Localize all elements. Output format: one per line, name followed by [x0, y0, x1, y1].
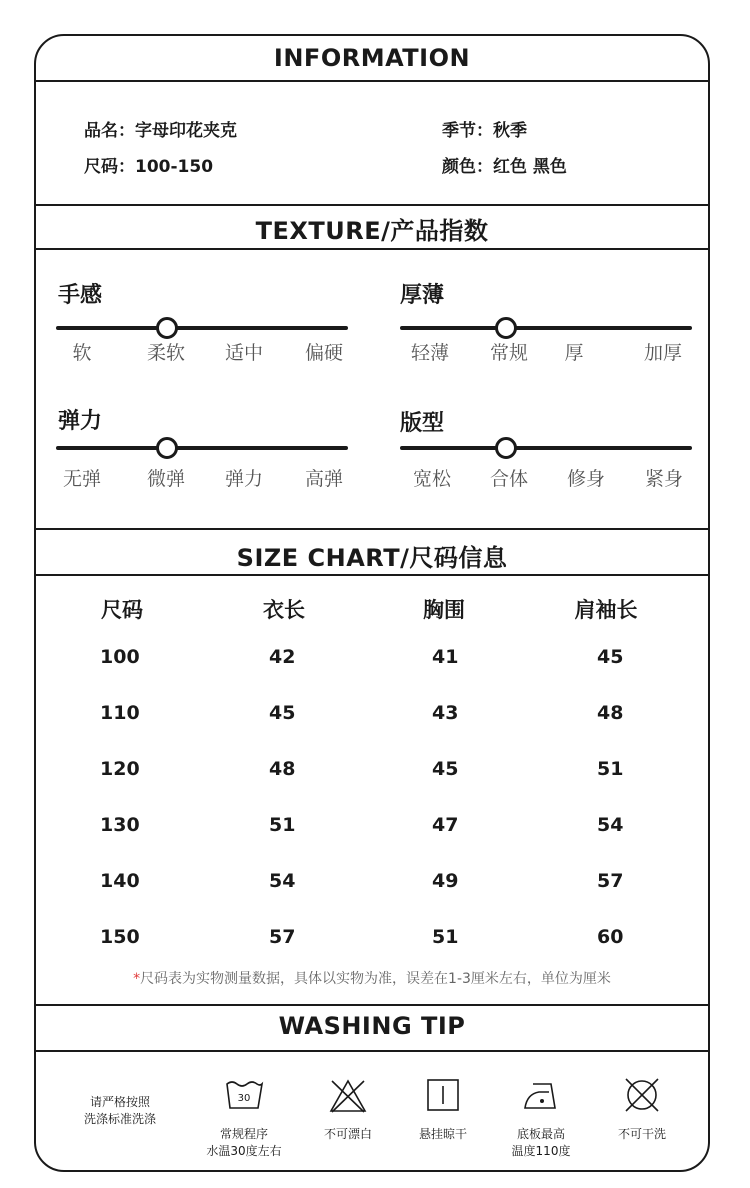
color-value: 红色 黑色 — [493, 157, 567, 177]
scale-label: 软 — [72, 342, 92, 364]
table-cell: 51 — [432, 926, 459, 948]
washing-item-label — [618, 1126, 666, 1143]
scale-label: 偏硬 — [304, 342, 344, 364]
scale-label: 厚 — [564, 342, 584, 364]
size-chart-header: 胸围 — [423, 598, 465, 622]
washing-item-label — [206, 1126, 281, 1160]
scale-label: 加厚 — [643, 342, 683, 364]
texture-scale-track — [56, 446, 348, 450]
wash-30-icon — [224, 1078, 264, 1112]
washing-item-label — [419, 1126, 467, 1143]
washing-label-line: 不可漂白 — [323, 1127, 373, 1141]
table-cell: 48 — [597, 702, 624, 724]
divider — [36, 80, 708, 82]
table-cell: 100 — [100, 646, 140, 668]
washing-label-line: 底板最高 — [516, 1127, 565, 1141]
scale-label: 无弹 — [62, 468, 102, 490]
divider — [36, 1050, 708, 1052]
texture-title: TEXTURE/产品指数 — [255, 217, 489, 245]
table-cell: 150 — [100, 926, 140, 948]
size-chart-title: SIZE CHART/尺码信息 — [236, 544, 508, 572]
table-cell: 110 — [100, 702, 140, 724]
texture-scale-indicator — [495, 437, 517, 459]
table-cell: 51 — [269, 814, 296, 836]
texture-scale-indicator — [156, 317, 178, 339]
table-cell: 48 — [269, 758, 296, 780]
texture-scale-indicator — [495, 317, 517, 339]
product-name-label: 品名： — [84, 121, 135, 141]
size-label: 尺码： — [84, 157, 135, 177]
size-chart-note — [36, 968, 708, 988]
table-cell: 41 — [432, 646, 459, 668]
washing-intro — [84, 1094, 156, 1128]
texture-scale-name: 厚薄 — [400, 283, 445, 308]
scale-label: 高弹 — [304, 468, 344, 490]
product-name-value: 字母印花夹克 — [135, 121, 237, 141]
size-chart-header: 肩袖长 — [574, 598, 638, 622]
table-cell: 45 — [432, 758, 459, 780]
washing-item-label — [512, 1126, 571, 1160]
color — [442, 152, 567, 177]
scale-label: 微弹 — [146, 468, 186, 490]
table-cell: 45 — [269, 702, 296, 724]
note-star: * — [133, 971, 141, 987]
scale-label: 柔软 — [146, 342, 186, 364]
note-text: 尺码表为实物测量数据，具体以实物为准，误差在1-3厘米左右，单位为厘米 — [140, 971, 611, 987]
washing-label-line: 温度110度 — [511, 1144, 571, 1158]
table-cell: 42 — [269, 646, 296, 668]
table-cell: 57 — [269, 926, 296, 948]
scale-label: 修身 — [566, 468, 606, 490]
iron-low-icon — [521, 1080, 561, 1112]
texture-scale-track — [56, 326, 348, 330]
table-cell: 57 — [597, 870, 624, 892]
divider — [36, 528, 708, 530]
size-chart-header: 尺码 — [101, 598, 143, 622]
texture-scale-track — [400, 446, 692, 450]
table-cell: 51 — [597, 758, 624, 780]
table-cell: 54 — [597, 814, 624, 836]
no-bleach-icon — [328, 1078, 368, 1114]
washing-label-line: 常规程序 — [219, 1127, 268, 1141]
information-title: INFORMATION — [273, 44, 471, 72]
texture-scale-name: 手感 — [58, 283, 103, 308]
table-cell: 120 — [100, 758, 140, 780]
scale-label: 轻薄 — [410, 342, 450, 364]
texture-scale-track — [400, 326, 692, 330]
product-name — [84, 116, 237, 141]
divider — [36, 204, 708, 206]
wash-temp: 30 — [237, 1093, 251, 1104]
scale-label: 宽松 — [412, 468, 452, 490]
divider — [36, 1004, 708, 1006]
texture-scale-indicator — [156, 437, 178, 459]
divider — [36, 574, 708, 576]
table-cell: 60 — [597, 926, 624, 948]
size-value: 100-150 — [135, 157, 214, 177]
season — [442, 116, 527, 141]
table-cell: 49 — [432, 870, 459, 892]
washing-item-label — [324, 1126, 372, 1143]
hang-dry-icon — [426, 1078, 460, 1112]
table-cell: 47 — [432, 814, 459, 836]
divider — [36, 248, 708, 250]
table-cell: 130 — [100, 814, 140, 836]
product-info-card — [34, 34, 710, 1172]
size-range — [84, 152, 213, 177]
scale-label: 适中 — [224, 342, 264, 364]
washing-intro-line: 洗涤标准洗涤 — [83, 1112, 157, 1126]
scale-label: 紧身 — [644, 468, 684, 490]
season-label: 季节： — [442, 121, 493, 141]
table-cell: 43 — [432, 702, 459, 724]
scale-label: 弹力 — [224, 468, 264, 490]
table-cell: 45 — [597, 646, 624, 668]
texture-scale-name: 版型 — [400, 411, 445, 436]
season-value: 秋季 — [493, 121, 527, 141]
size-chart-header: 衣长 — [263, 598, 305, 622]
washing-label-line: 不可干洗 — [617, 1127, 667, 1141]
scale-label: 常规 — [489, 342, 529, 364]
color-label: 颜色： — [442, 157, 493, 177]
washing-tip-title: WASHING TIP — [278, 1012, 466, 1040]
no-dry-clean-icon — [623, 1076, 661, 1114]
table-cell: 54 — [269, 870, 296, 892]
scale-label: 合体 — [489, 468, 529, 490]
texture-scale-name: 弹力 — [58, 409, 103, 434]
washing-intro-line: 请严格按照 — [89, 1095, 151, 1109]
washing-label-line: 悬挂晾干 — [418, 1127, 468, 1141]
washing-label-line: 水温30度左右 — [206, 1144, 282, 1158]
table-cell: 140 — [100, 870, 140, 892]
